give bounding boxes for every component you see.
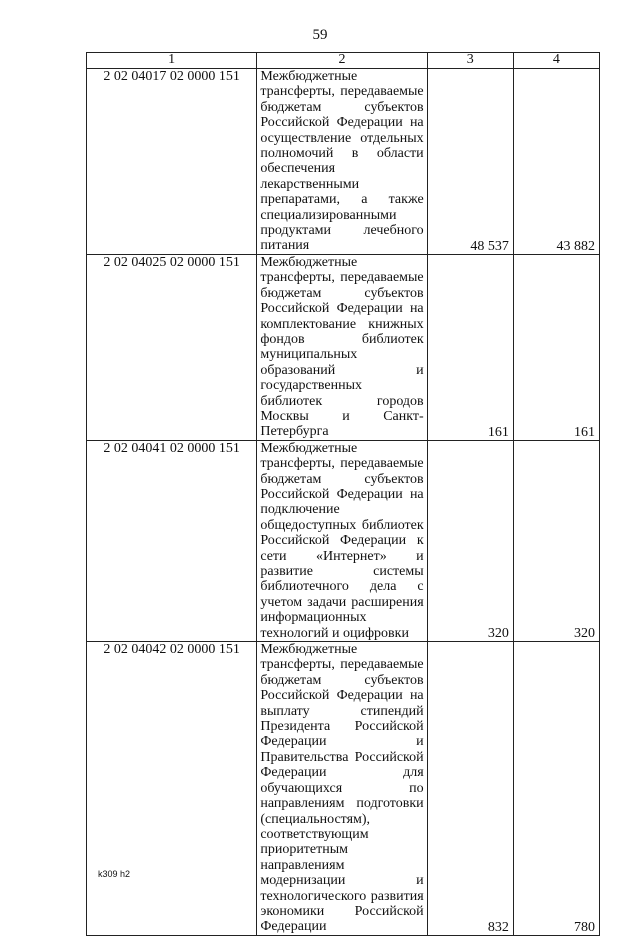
value-column-3: 320 [427, 440, 513, 641]
page-number: 59 [312, 27, 328, 43]
budget-code: 2 02 04042 02 0000 151 [87, 642, 257, 936]
value-column-4: 320 [513, 440, 599, 641]
value-column-3: 832 [427, 642, 513, 936]
transfer-description: Межбюджетные трансферты, передаваемые бюджетам субъектов Российской Федерации на осуществление отдельных полномочий в области обеспечения лекарственными препаратами, а также специализированными продуктами лечебного питания [257, 69, 427, 255]
value-column-4: 161 [513, 254, 599, 440]
budget-code: 2 02 04025 02 0000 151 [87, 254, 257, 440]
column-number-row [87, 53, 600, 69]
column-header-3: 3 [427, 53, 513, 69]
column-header-4: 4 [513, 53, 599, 69]
budget-table [86, 52, 600, 936]
value-column-4: 780 [513, 642, 599, 936]
transfer-description: Межбюджетные трансферты, передаваемые бюджетам субъектов Российской Федерации на подключение общедоступных библиотек Российской Федерации к сети «Интернет» и развитие системы библиотечного дела с учетом задачи расширения информационных технологий и оцифровки [257, 440, 427, 641]
table-row [87, 440, 600, 641]
table-row [87, 69, 600, 255]
table-row [87, 254, 600, 440]
value-column-3: 161 [427, 254, 513, 440]
transfer-description: Межбюджетные трансферты, передаваемые бюджетам субъектов Российской Федерации на выплату стипендий Президента Российской Федерации и Правительства Российской Федерации для обучающихся по направлениям подготовки (специальностям), соответствующим приоритетным направлениям модернизации и технологического развития экономики Российской Федерации [257, 642, 427, 936]
budget-code: 2 02 04017 02 0000 151 [87, 69, 257, 255]
value-column-3: 48 537 [427, 69, 513, 255]
transfer-description: Межбюджетные трансферты, передаваемые бюджетам субъектов Российской Федерации на комплектование книжных фондов библиотек муниципальных образований и государственных библиотек городов Москвы и Санкт-Петербурга [257, 254, 427, 440]
table-row [87, 642, 600, 936]
footer-code: k309 h2 [98, 869, 131, 879]
column-header-1: 1 [87, 53, 257, 69]
budget-code: 2 02 04041 02 0000 151 [87, 440, 257, 641]
column-header-2: 2 [257, 53, 427, 69]
value-column-4: 43 882 [513, 69, 599, 255]
